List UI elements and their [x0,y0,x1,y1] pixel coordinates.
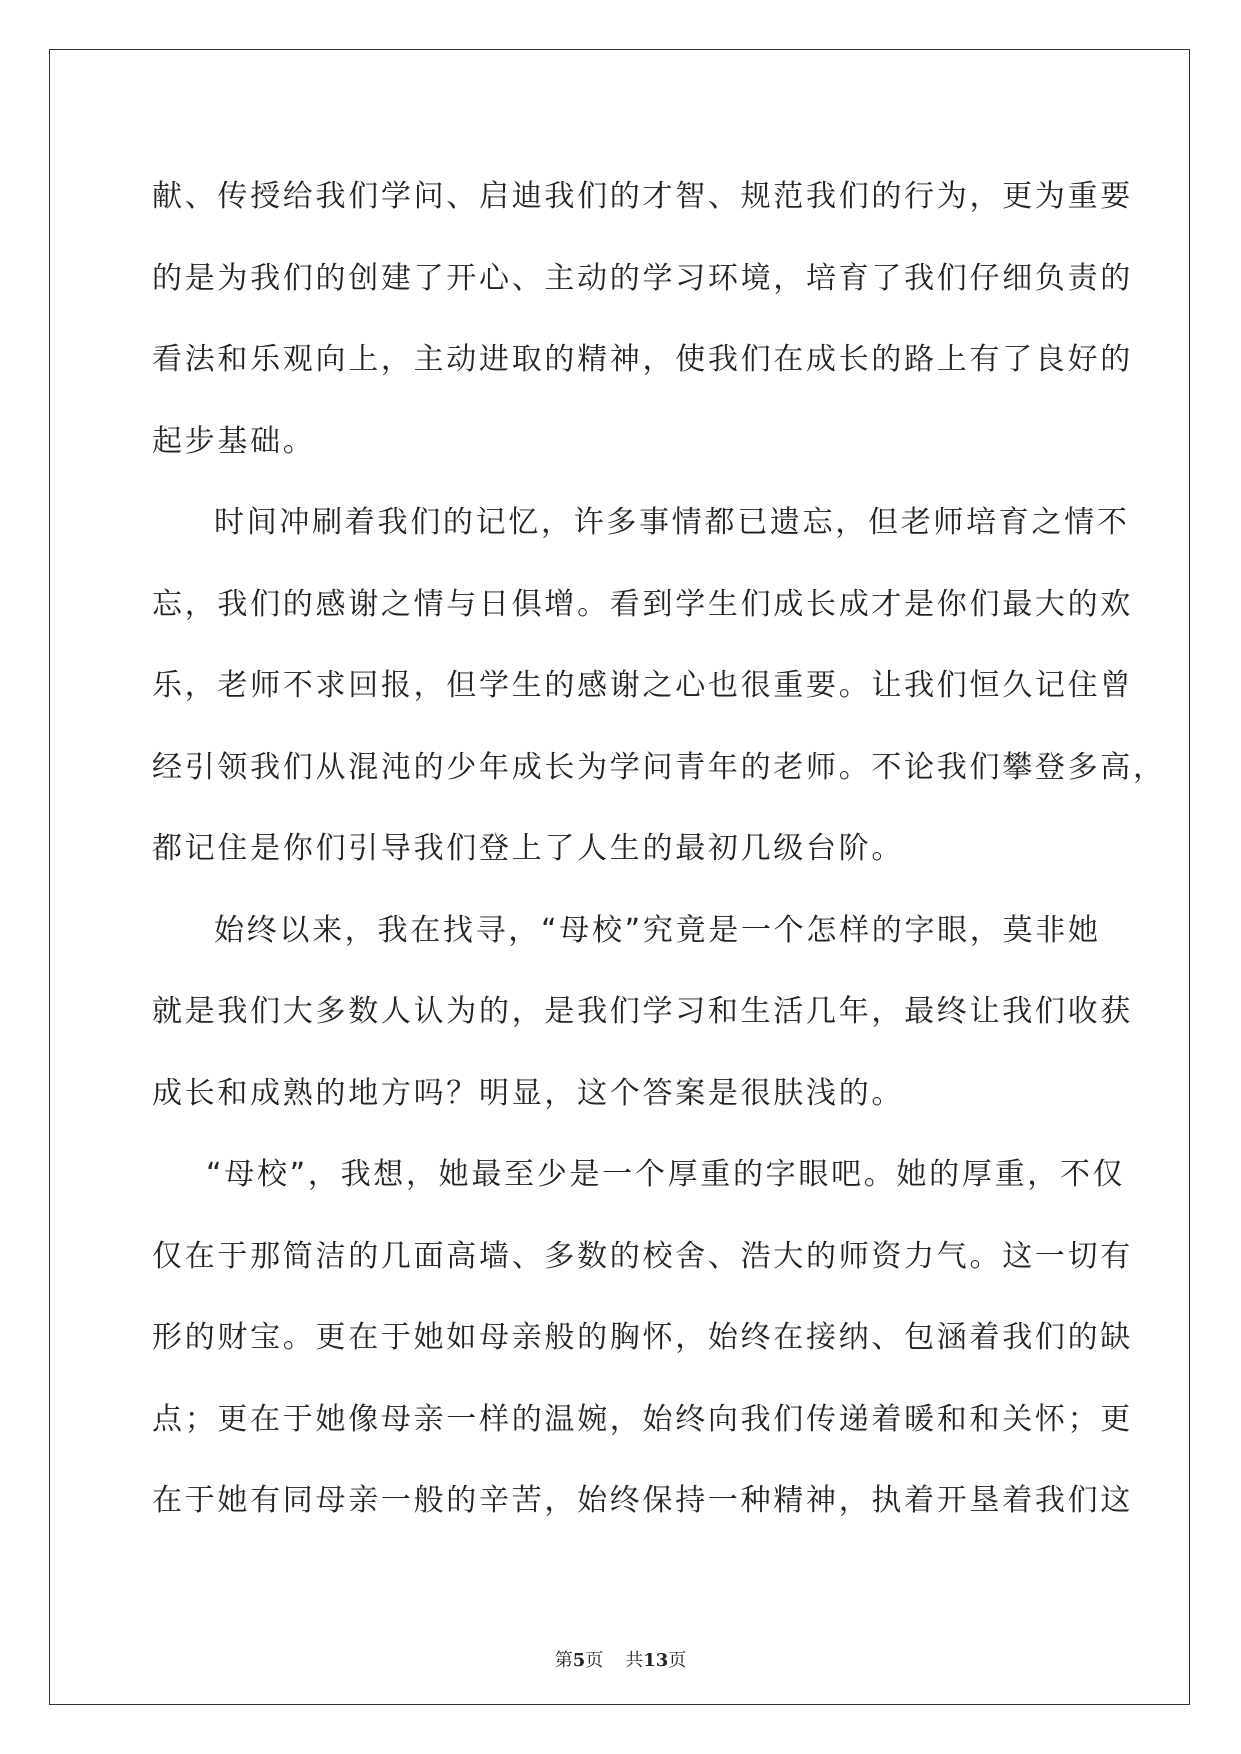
text-line-12: 成长和成熟的地方吗？明显，这个答案是很肤浅的。 [152,1075,905,1111]
total-prefix: 共 [625,1650,644,1671]
page-number: 5 [572,1650,586,1671]
text-line-14: 仅在于那简洁的几面高墙、多数的校舍、浩大的师资力气。这一切有 [152,1238,1133,1274]
text-line-5: 时间冲刷着我们的记忆，许多事情都已遗忘，但老师培育之情不 [214,505,1130,540]
text-line-7: 乐，老师不求回报，但学生的感谢之心也很重要。让我们恒久记住曾 [152,668,1133,703]
text-line-10: 始终以来，我在找寻，“母校”究竟是一个怎样的字眼，莫非她 [214,912,1101,948]
text-line-3: 看法和乐观向上，主动进取的精神，使我们在成长的路上有了良好的 [152,342,1133,377]
document-body [152,156,1166,1542]
text-line-4: 起步基础。 [152,423,316,459]
text-line-16: 点；更在于她像母亲一样的温婉，始终向我们传递着暖和和关怀；更 [152,1401,1133,1437]
text-line-11: 就是我们大多数人认为的，是我们学习和生活几年，最终让我们收获 [152,994,1133,1029]
text-line-8: 经引领我们从混沌的少年成长为学问青年的老师。不论我们攀登多高， [152,749,1166,785]
total-suffix: 页 [668,1650,687,1671]
text-line-1: 献、传授给我们学问、启迪我们的才智、规范我们的行为，更为重要 [152,179,1133,214]
page-prefix: 第 [554,1650,573,1671]
page-footer [0,1646,1241,1672]
text-line-2: 的是为我们的创建了开心、主动的学习环境，培育了我们仔细负责的 [152,260,1133,296]
text-line-9: 都记住是你们引导我们登上了人生的最初几级台阶。 [152,831,905,866]
text-line-13: “母校”，我想，她最至少是一个厚重的字眼吧。她的厚重，不仅 [206,1157,1126,1192]
text-line-17: 在于她有同母亲一般的辛苦，始终保持一种精神，执着开垦着我们这 [152,1483,1133,1518]
text-line-6: 忘，我们的感谢之情与日俱增。看到学生们成长成才是你们最大的欢 [152,586,1133,622]
text-line-15: 形的财宝。更在于她如母亲般的胸怀，始终在接纳、包涵着我们的缺 [152,1320,1133,1355]
total-pages: 13 [643,1650,669,1671]
page-suffix: 页 [585,1650,604,1671]
